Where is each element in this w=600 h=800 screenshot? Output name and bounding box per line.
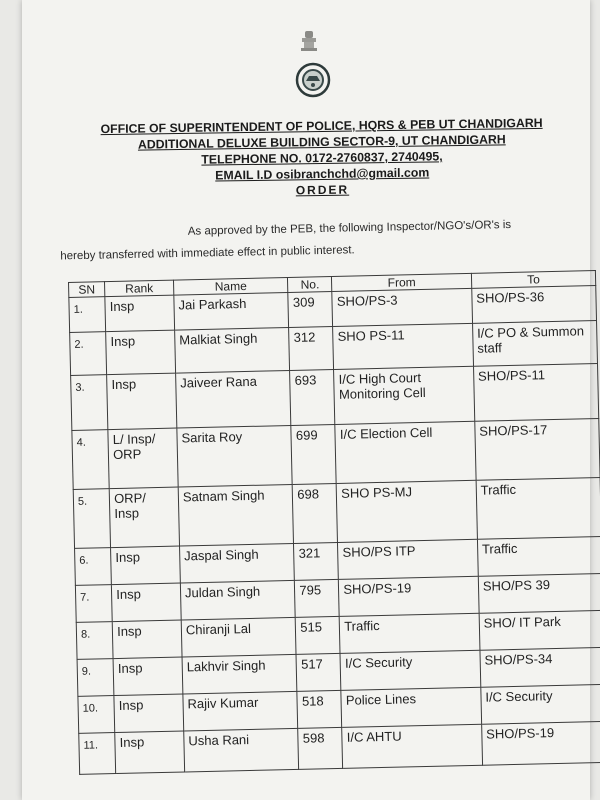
cell-from: Traffic <box>340 613 480 653</box>
cell-no: 312 <box>289 327 334 371</box>
cell-no: 321 <box>294 542 339 580</box>
cell-to: Traffic <box>477 536 600 576</box>
cell-rank: Insp <box>115 731 185 774</box>
cell-rank: L/ Insp/ ORP <box>108 428 178 489</box>
cell-no: 698 <box>293 483 338 543</box>
cell-to: SHO/PS-17 <box>475 418 600 480</box>
cell-rank: Insp <box>107 373 177 430</box>
cell-from: I/C Election Cell <box>335 421 476 483</box>
cell-rank: Insp <box>113 657 183 696</box>
cell-rank: Insp <box>112 620 182 659</box>
cell-sn: 7. <box>75 585 112 623</box>
cell-rank: Insp <box>111 546 181 585</box>
cell-name: Chiranji Lal <box>181 617 296 657</box>
cell-rank: Insp <box>105 295 175 332</box>
order-title: ORDER <box>295 182 350 198</box>
cell-from: I/C High Court Monitoring Cell <box>334 366 475 424</box>
cell-rank: ORP/ Insp <box>109 487 179 548</box>
cell-from: I/C Security <box>340 650 480 690</box>
order-body <box>60 213 581 268</box>
cell-sn: 9. <box>77 659 114 697</box>
cell-name: Jaspal Singh <box>179 543 294 583</box>
cell-sn: 2. <box>70 332 107 376</box>
cell-name: Usha Rani <box>184 728 299 772</box>
cell-from: SHO/PS ITP <box>338 539 478 579</box>
cell-from: SHO/PS-3 <box>332 288 472 326</box>
cell-to: SHO/PS 39 <box>478 573 600 613</box>
cell-rank: Insp <box>114 694 184 733</box>
cell-name: Satnam Singh <box>178 484 294 546</box>
cell-name: Rajiv Kumar <box>183 691 298 731</box>
cell-rank: Insp <box>106 330 176 375</box>
cell-no: 795 <box>295 579 340 617</box>
office-telephone: TELEPHONE NO. 0172-2760837, 2740495, <box>201 149 443 167</box>
cell-no: 515 <box>296 616 341 654</box>
cell-from: SHO PS-MJ <box>336 480 477 542</box>
cell-to: SHO/ IT Park <box>479 610 600 650</box>
cell-no: 699 <box>291 424 336 484</box>
header-to: To <box>471 271 595 289</box>
transfer-table <box>68 270 600 775</box>
header-sn: SN <box>69 282 106 298</box>
cell-from: Police Lines <box>341 687 481 727</box>
cell-to: I/C Security <box>481 684 600 724</box>
cell-sn: 1. <box>69 297 106 333</box>
cell-name: Juldan Singh <box>180 580 295 620</box>
cell-from: I/C AHTU <box>342 724 482 768</box>
cell-no: 309 <box>288 292 333 328</box>
cell-to: SHO/PS-36 <box>472 286 597 324</box>
cell-name: Sarita Roy <box>177 425 293 487</box>
cell-sn: 8. <box>76 622 113 660</box>
cell-from: SHO PS-11 <box>333 323 473 369</box>
header-name: Name <box>173 278 288 296</box>
cell-to: SHO/PS-11 <box>473 364 598 422</box>
cell-sn: 11. <box>79 733 116 775</box>
cell-sn: 3. <box>71 375 108 431</box>
cell-to: SHO/PS-34 <box>480 647 600 687</box>
cell-no: 518 <box>297 690 342 728</box>
cell-from: SHO/PS-19 <box>339 576 479 616</box>
cell-name: Malkiat Singh <box>175 327 290 373</box>
cell-to: SHO/PS-19 <box>481 721 600 765</box>
cell-name: Jai Parkash <box>174 293 289 331</box>
order-paragraph-line1: As approved by the PEB, the following Inspector/NGO's/OR's is <box>187 218 512 238</box>
cell-sn: 10. <box>78 696 115 734</box>
header-rank: Rank <box>105 280 174 297</box>
cell-to: I/C PO & Summon staff <box>472 321 597 367</box>
cell-no: 693 <box>290 369 335 425</box>
office-title: OFFICE OF SUPERINTENDENT OF POLICE, HQRS & PEB UT CHANDIGARH <box>100 115 543 137</box>
document-header <box>71 115 572 202</box>
national-emblem-icon <box>296 28 322 54</box>
cell-sn: 6. <box>75 548 112 586</box>
header-no: No. <box>288 277 332 293</box>
cell-name: Lakhvir Singh <box>182 654 297 694</box>
office-email: EMAIL I.D osibranchchd@gmail.com <box>215 165 430 183</box>
police-seal-icon <box>295 62 331 98</box>
header-from: From <box>332 273 472 291</box>
cell-name: Jaiveer Rana <box>176 370 292 428</box>
cell-no: 517 <box>296 653 341 691</box>
cell-no: 598 <box>298 727 343 769</box>
office-address: ADDITIONAL DELUXE BUILDING SECTOR-9, UT CHANDIGARH <box>137 132 506 152</box>
order-paragraph-line2: hereby transferred with immediate effect in public interest. <box>60 244 355 263</box>
cell-to: Traffic <box>476 477 600 539</box>
cell-rank: Insp <box>112 583 182 622</box>
cell-sn: 5. <box>73 489 111 549</box>
cell-sn: 4. <box>72 430 110 490</box>
